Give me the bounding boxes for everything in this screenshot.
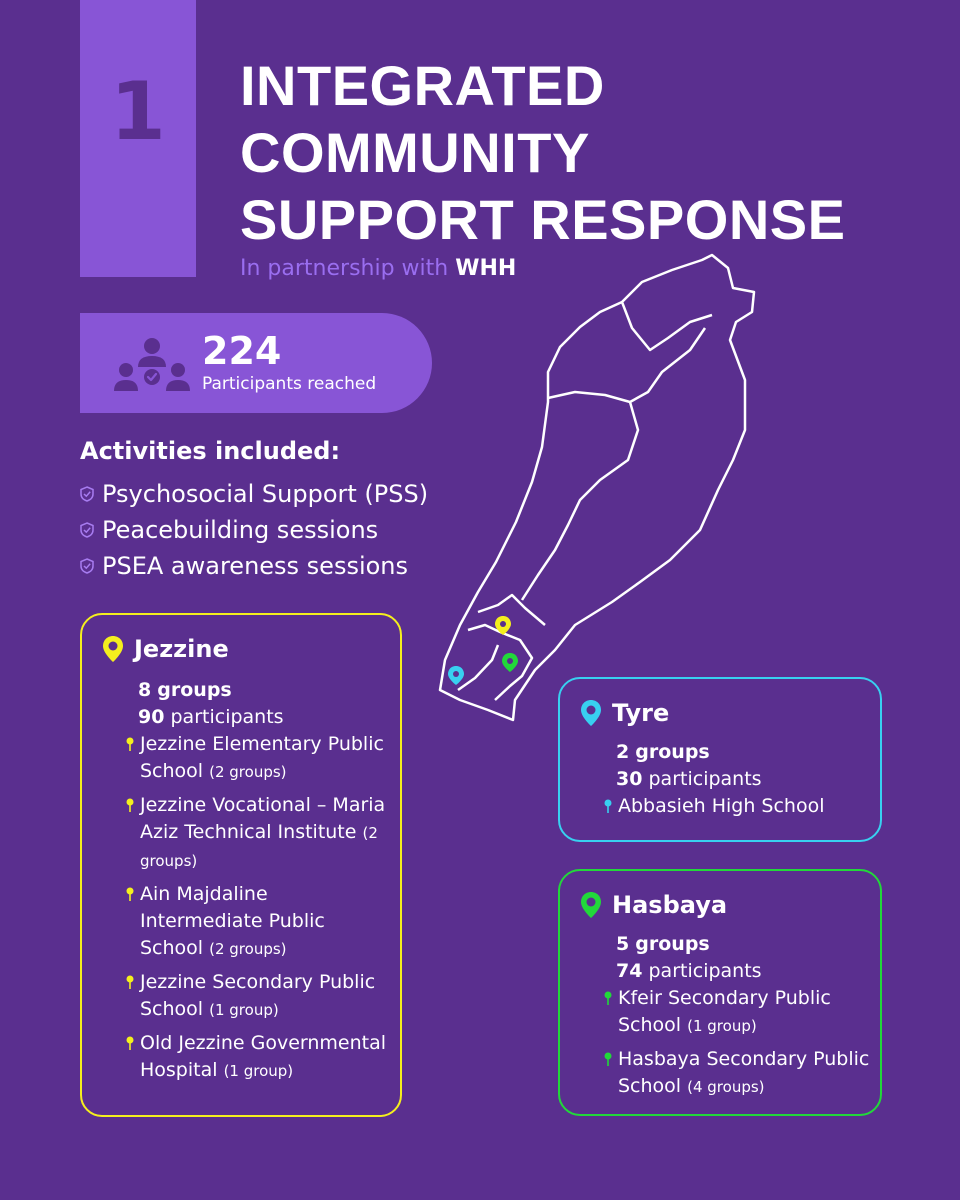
participants-count: 30 <box>616 768 643 790</box>
pin-icon <box>126 887 134 901</box>
map-pin-hasbaya <box>502 653 518 672</box>
lebanon-map <box>420 250 780 730</box>
school-list <box>600 985 870 1107</box>
school-item <box>600 985 870 1040</box>
shield-check-icon <box>80 558 98 574</box>
participants-word: participants <box>170 706 284 728</box>
school-name: Abbasieh High School <box>618 795 825 817</box>
region-name: Hasbaya <box>612 891 728 919</box>
school-list <box>600 793 870 826</box>
region-name: Jezzine <box>134 635 229 663</box>
school-name: Kfeir Secondary Public School <box>618 987 831 1036</box>
map-pin-tyre <box>448 666 464 685</box>
shield-check-icon <box>80 522 98 538</box>
participants-line <box>616 958 762 985</box>
school-note: (2 groups) <box>140 824 378 870</box>
page-title <box>240 52 845 253</box>
participants-count: 90 <box>138 706 165 728</box>
school-item <box>600 793 870 820</box>
school-name: Hasbaya Secondary Public School <box>618 1048 870 1097</box>
region-stats <box>616 739 762 793</box>
location-pin-icon <box>580 891 602 919</box>
pin-icon <box>126 1036 134 1050</box>
activities-title: Activities included: <box>80 437 341 465</box>
participants-line <box>616 766 762 793</box>
number-block <box>80 0 196 277</box>
map-border <box>522 402 638 600</box>
pin-icon <box>604 991 612 1005</box>
groups-line <box>616 931 762 958</box>
location-pin-icon <box>102 635 124 663</box>
activity-label: Peacebuilding sessions <box>102 516 379 544</box>
school-note: (1 group) <box>223 1062 294 1080</box>
title-line-3: SUPPORT RESPONSE <box>240 188 846 251</box>
groups-count: 2 <box>616 741 630 763</box>
partner-prefix: In partnership with <box>240 256 449 281</box>
school-name: Jezzine Vocational – Maria Aziz Technical Institute <box>140 794 386 843</box>
activity-label: PSEA awareness sessions <box>102 552 409 580</box>
activity-item <box>80 476 428 512</box>
school-note: (1 group) <box>687 1017 757 1035</box>
shield-check-icon <box>80 486 98 502</box>
groups-word: groups <box>157 679 232 701</box>
pin-icon <box>126 975 134 989</box>
map-border <box>458 645 498 690</box>
region-header <box>580 891 727 919</box>
people-group-icon <box>114 337 190 393</box>
region-header <box>580 699 669 727</box>
partner-name: WHH <box>455 256 517 281</box>
groups-count: 5 <box>616 933 630 955</box>
school-name: Ain Majdaline Intermediate Public School <box>140 883 325 959</box>
school-item <box>122 969 392 1024</box>
school-item <box>122 792 392 875</box>
participants-label: Participants reached <box>202 374 377 394</box>
activity-item <box>80 548 428 584</box>
school-list <box>122 731 392 1091</box>
map-border <box>622 302 712 350</box>
map-border <box>478 595 545 625</box>
pin-icon <box>604 799 612 813</box>
title-line-2: COMMUNITY <box>240 121 590 184</box>
school-note: (2 groups) <box>209 763 287 781</box>
groups-word: groups <box>635 933 710 955</box>
school-note: (2 groups) <box>209 940 287 958</box>
region-name: Tyre <box>612 699 670 727</box>
participants-word: participants <box>648 768 762 790</box>
school-item <box>122 731 392 786</box>
region-stats <box>616 931 762 985</box>
groups-word: groups <box>635 741 710 763</box>
school-name: Jezzine Secondary Public School <box>140 971 376 1020</box>
region-card-jezzine <box>80 613 402 1117</box>
participants-count: 224 <box>202 329 282 373</box>
title-line-1: INTEGRATED <box>240 54 605 117</box>
participants-line <box>138 704 284 731</box>
location-pin-icon <box>580 699 602 727</box>
groups-line <box>616 739 762 766</box>
school-note: (4 groups) <box>687 1078 765 1096</box>
groups-count: 8 <box>138 679 152 701</box>
participants-count: 74 <box>616 960 643 982</box>
school-item <box>600 1046 870 1101</box>
pin-icon <box>126 737 134 751</box>
region-stats <box>138 677 284 731</box>
school-note: (1 group) <box>209 1001 279 1019</box>
pin-icon <box>604 1052 612 1066</box>
activities-list <box>80 476 428 584</box>
school-name: Old Jezzine Governmental Hospital <box>140 1032 387 1081</box>
region-card-tyre <box>558 677 882 842</box>
pin-icon <box>126 798 134 812</box>
participants-word: participants <box>648 960 762 982</box>
region-header <box>102 635 229 663</box>
groups-line <box>138 677 284 704</box>
activity-label: Psychosocial Support (PSS) <box>102 480 429 508</box>
map-outline <box>440 255 754 720</box>
activity-item <box>80 512 428 548</box>
region-card-hasbaya <box>558 869 882 1116</box>
school-name: Jezzine Elementary Public School <box>140 733 384 782</box>
map-border <box>548 328 705 402</box>
section-number: 1 <box>110 65 166 158</box>
school-item <box>122 1030 392 1085</box>
school-item <box>122 881 392 963</box>
